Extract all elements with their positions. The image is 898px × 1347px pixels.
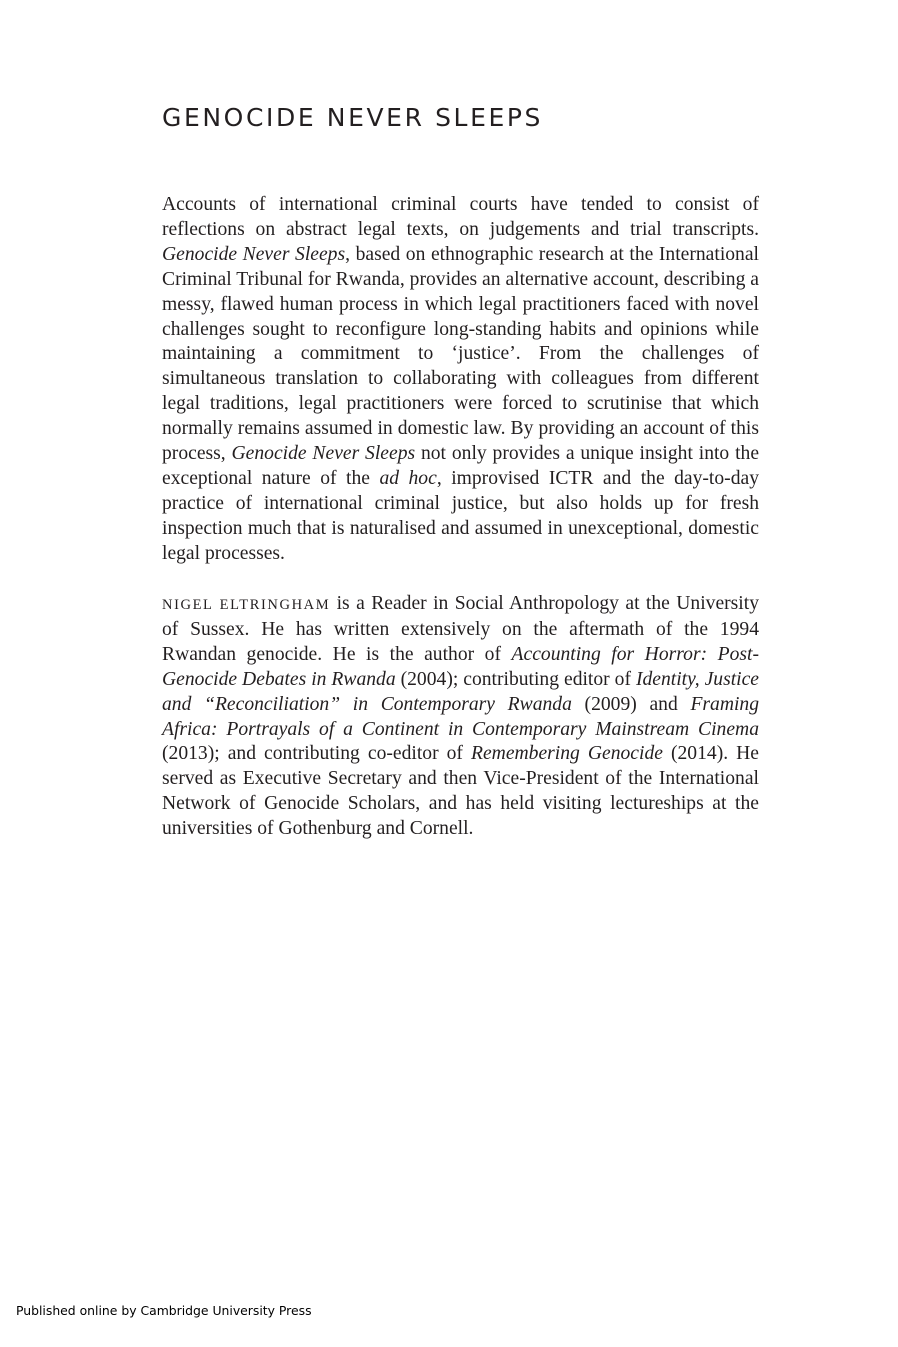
book-title-italic: Genocide Never Sleeps bbox=[231, 443, 416, 465]
author-bio-paragraph bbox=[162, 592, 759, 842]
author-name: NIGEL ELTRINGHAM bbox=[162, 597, 331, 613]
publisher-footer: Published online by Cambridge University Press bbox=[16, 1303, 312, 1318]
ad-hoc-italic: ad hoc bbox=[379, 467, 437, 489]
abstract-text: , based on ethnographic research at the International Criminal Tribunal for Rwanda, provides an alternative account, describing a messy, flawed human process in which legal practitioners faced with novel challenges sought to reconfigure long-standing habits and opinions while maintaining a commitment to ‘justice’. From the challenges of simultaneous translation to collaborating with colleagues from different legal traditions, legal practitioners were forced to scrutinise that which normally remains assumed in domestic law. By providing an account of this process, bbox=[162, 243, 759, 465]
bio-text: (2004); contributing editor of bbox=[395, 668, 636, 690]
work-title-italic: Remembering Genocide bbox=[471, 743, 663, 765]
work-title-italic: Framing Africa: Portrayals of a Continent in Contemporary Mainstream Cinema bbox=[162, 693, 760, 740]
abstract-text: Accounts of international criminal courts have tended to consist of reflections on abstract legal texts, on judgements and trial transcripts. bbox=[162, 194, 759, 240]
work-title-italic: Identity, Justice and “Reconciliation” in Contemporary Rwanda bbox=[162, 668, 759, 715]
page-title: GENOCIDE NEVER SLEEPS bbox=[162, 103, 544, 132]
abstract-text: not only provides a unique insight into the exceptional nature of the bbox=[162, 443, 760, 489]
bio-text: (2013); and contributing co-editor of bbox=[162, 743, 471, 765]
bio-text: (2014). He served as Executive Secretary and then Vice-President of the International Network of Genocide Scholars, and has held visiting lectureships at the universities of Gothenburg and Cornell. bbox=[162, 743, 759, 840]
bio-text: is a Reader in Social Anthropology at the University of Sussex. He has written extensively on the aftermath of the 1994 Rwandan genocide. He is the author of bbox=[162, 593, 759, 665]
book-description-paragraph bbox=[162, 193, 759, 567]
work-title-italic: Accounting for Horror: Post-Genocide Debates in Rwanda bbox=[162, 643, 759, 690]
book-title-italic: Genocide Never Sleeps bbox=[162, 243, 346, 265]
bio-text: (2009) and bbox=[571, 693, 691, 715]
abstract-text: , improvised ICTR and the day-to-day practice of international criminal justice, but also holds up for fresh inspection much that is naturalised and assumed in unexceptional, domestic legal processes. bbox=[162, 467, 759, 564]
